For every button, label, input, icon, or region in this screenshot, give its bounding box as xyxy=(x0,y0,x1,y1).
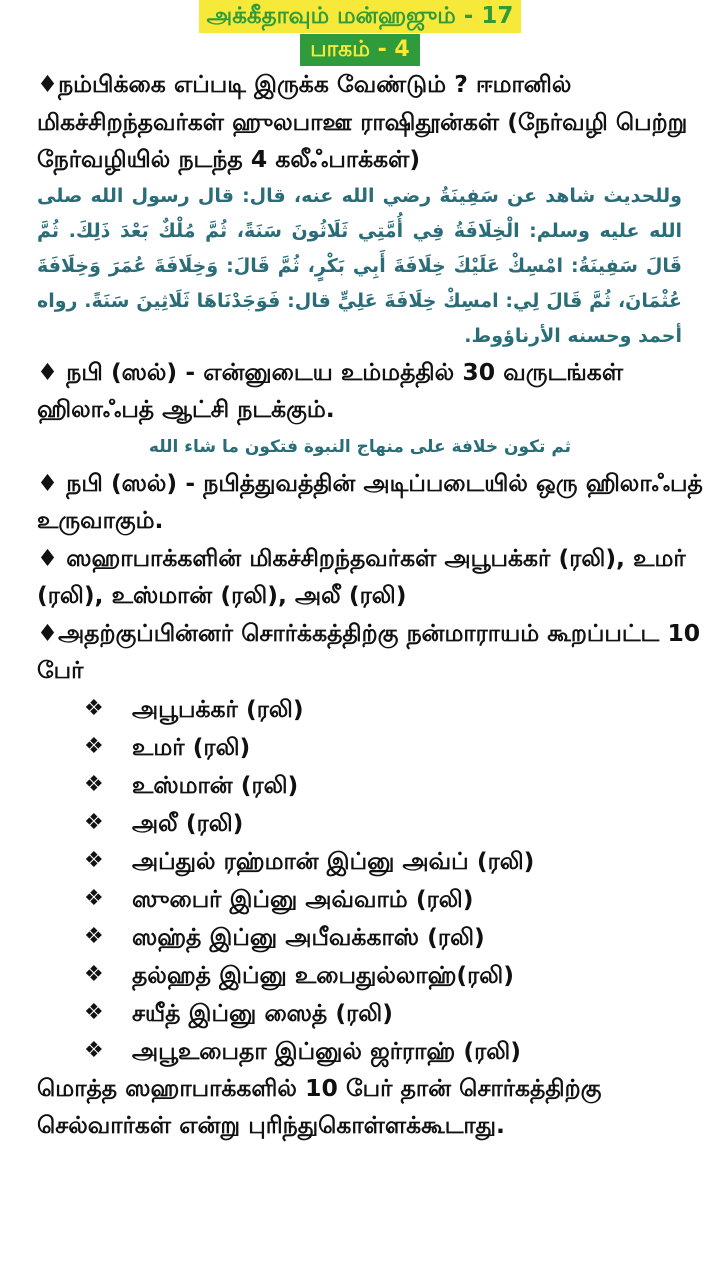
list-item xyxy=(84,690,720,728)
point-ten-promised: ♦அதற்குப்பின்னர் சொர்க்கத்திற்கு நன்மாராயம் கூறப்பட்ட 10 பேர் xyxy=(37,618,701,684)
diamond-bullet-icon: ❖ xyxy=(84,695,104,721)
list-item xyxy=(84,842,720,880)
list-item xyxy=(84,766,720,804)
intro-paragraph: ♦நம்பிக்கை எப்படி இருக்க வேண்டும் ? ஈமானில் மிகச்சிறந்தவர்கள் ஹுலபாஊ ராஷிதூன்கள் (நேர்வழி பெற்று நேர்வழியில் நடந்த 4 கலீஃபாக்கள்) xyxy=(37,70,688,173)
diamond-bullet-icon: ❖ xyxy=(84,999,104,1025)
page-title: அக்கீதாவும் மன்ஹஜும் - 17 xyxy=(199,0,522,33)
diamond-bullet-icon: ❖ xyxy=(84,733,104,759)
diamond-bullet-icon: ❖ xyxy=(84,771,104,797)
companion-name: தல்ஹத் இப்னு உபைதுல்லாஹ்(ரலி) xyxy=(132,960,514,989)
diamond-bullet-icon: ❖ xyxy=(84,885,104,911)
point-thirty-years: ♦ நபி (ஸல்) - என்னுடைய உம்மத்தில் 30 வருடங்கள் ஹிலாஃபத் ஆட்சி நடக்கும். xyxy=(37,357,624,423)
hadith-arabic-text: وللحديث شاهد عن سَفِينَةُ رضي الله عنه، قال: قال رسول الله صلى الله عليه وسلم: الْخِلَافَةُ فِي أُمَّتِي ثَلَاثُونَ سَنَةً، ثُمَّ مُلْكٌ بَعْدَ ذَلِكَ. ثُمَّ قَالَ سَفِينَةُ: امْسِكْ عَلَيْكَ خِلَافَةَ أَبِي بَكْرٍ، ثُمَّ قَالَ: وَخِلَافَةَ عُمَرَ وَخِلَافَةَ عُثْمَانَ، ثُمَّ قَالَ لِي: امسِكْ خِلَافَةَ عَلِيٍّ قال: فَوَجَدْنَاهَا ثَلَاثِينَ سَنَةً. رواه أحمد وحسنه الأرناؤوط. xyxy=(37,184,682,347)
list-item xyxy=(84,804,720,842)
companion-name: அபூஉபைதா இப்னுல் ஜர்ராஹ் (ரலி) xyxy=(132,1036,521,1065)
part-label: பாகம் - 4 xyxy=(300,34,419,66)
point-best-companions: ♦ ஸஹாபாக்களின் மிகச்சிறந்தவர்கள் அபூபக்கர் (ரலி), உமர் (ரலி), உஸ்மான் (ரலி), அலீ (ரலி) xyxy=(37,543,686,609)
conclusion-paragraph: மொத்த ஸஹாபாக்களில் 10 பேர் தான் சொர்கத்திற்கு செல்வார்கள் என்று புரிந்துகொள்ளக்கூடாது. xyxy=(37,1073,602,1139)
diamond-bullet-icon: ❖ xyxy=(84,847,104,873)
companion-name: ஸஹ்த் இப்னு அபீவக்காஸ் (ரலி) xyxy=(132,922,485,951)
companion-name: அலீ (ரலி) xyxy=(132,808,244,837)
companion-name: உஸ்மான் (ரலி) xyxy=(132,770,299,799)
companion-name: அபூபக்கர் (ரலி) xyxy=(132,694,304,723)
list-item xyxy=(84,880,720,918)
diamond-bullet-icon: ❖ xyxy=(84,961,104,987)
diamond-bullet-icon: ❖ xyxy=(84,1037,104,1063)
list-item xyxy=(84,994,720,1032)
arabic-khilafah-line: ثم تكون خلافة على منهاج النبوة فتكون ما شاء الله xyxy=(148,436,572,457)
list-item xyxy=(84,918,720,956)
companion-name: சயீத் இப்னு ஸைத் (ரலி) xyxy=(132,998,393,1027)
point-prophethood-khilafah: ♦ நபி (ஸல்) - நபித்துவத்தின் அடிப்படையில் ஒரு ஹிலாஃபத் உருவாகும். xyxy=(37,468,703,534)
list-item xyxy=(84,956,720,994)
companion-name: அப்துல் ரஹ்மான் இப்னு அவ்ப் (ரலி) xyxy=(132,846,535,875)
companion-name: உமர் (ரலி) xyxy=(132,732,251,761)
companions-list xyxy=(0,690,720,1070)
diamond-bullet-icon: ❖ xyxy=(84,809,104,835)
diamond-bullet-icon: ❖ xyxy=(84,923,104,949)
list-item xyxy=(84,728,720,766)
companion-name: ஸுபைர் இப்னு அவ்வாம் (ரலி) xyxy=(132,884,474,913)
list-item xyxy=(84,1032,720,1070)
header xyxy=(0,0,720,66)
